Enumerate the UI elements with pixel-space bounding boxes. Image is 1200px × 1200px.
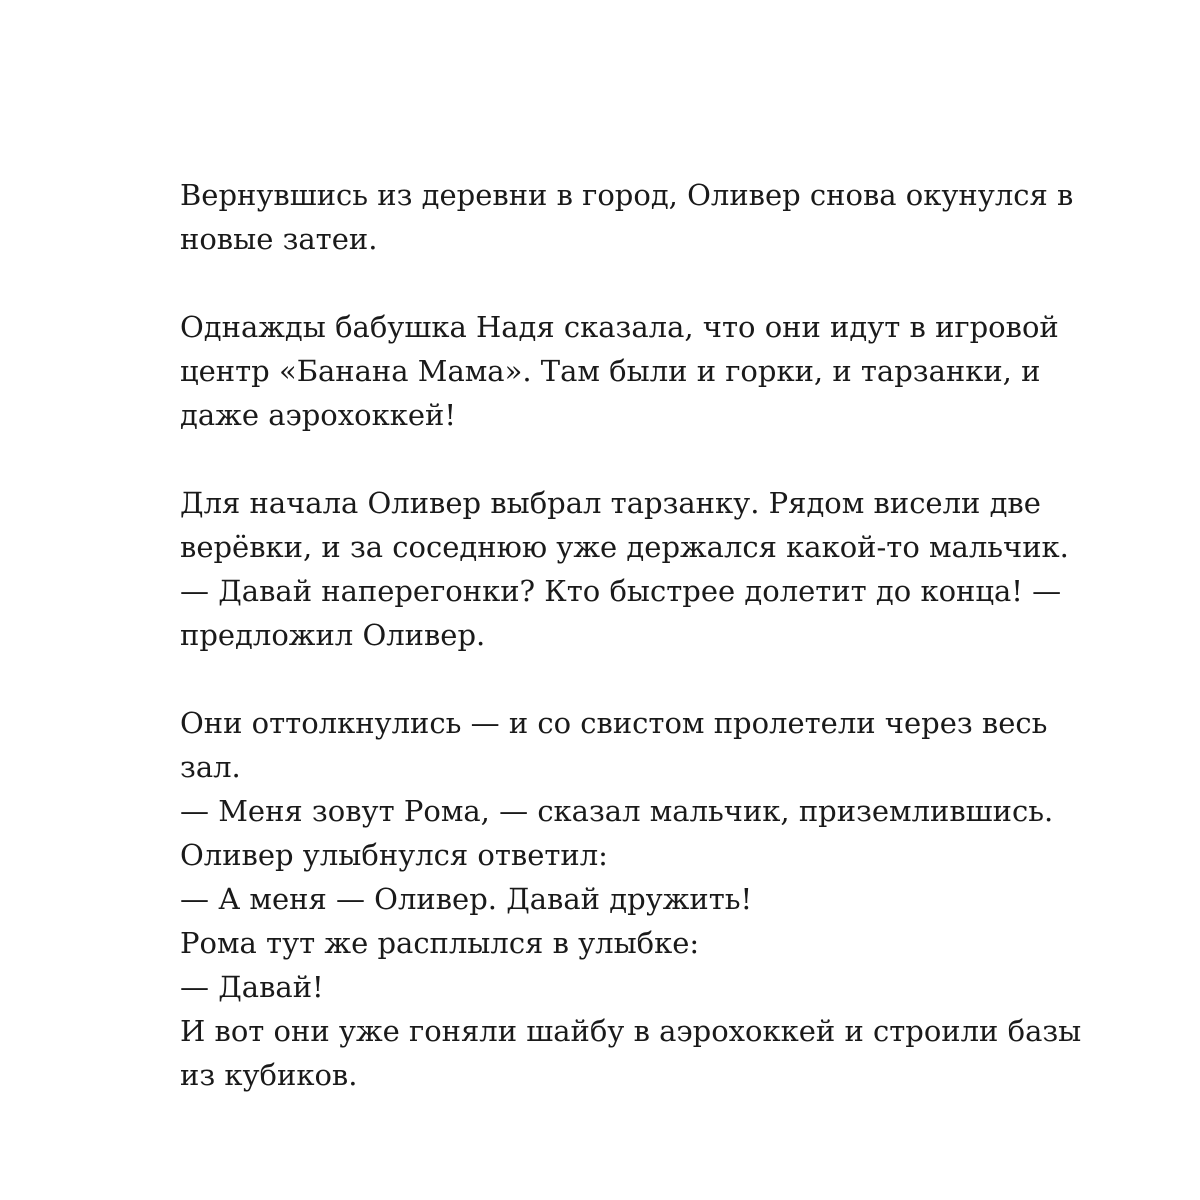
text-line: — Давай! bbox=[180, 970, 324, 1004]
text-line: из кубиков. bbox=[180, 1058, 358, 1092]
text-line: новые затеи. bbox=[180, 222, 378, 256]
story-page bbox=[180, 173, 1080, 1097]
text-line: Для начала Оливер выбрал тарзанку. Рядом висели две bbox=[180, 486, 1041, 520]
text-line: — Меня зовут Рома, — сказал мальчик, приземлившись. bbox=[180, 794, 1054, 828]
text-line: И вот они уже гоняли шайбу в аэрохоккей и строили базы bbox=[180, 1014, 1082, 1048]
text-line: Они оттолкнулись — и со свистом пролетели через весь bbox=[180, 706, 1048, 740]
paragraph-tarzanka bbox=[180, 481, 1080, 657]
text-line: зал. bbox=[180, 750, 241, 784]
text-line: даже аэрохоккей! bbox=[180, 398, 456, 432]
text-line: центр «Банана Мама». Там были и горки, и тарзанки, и bbox=[180, 354, 1041, 388]
text-line: Вернувшись из деревни в город, Оливер снова окунулся в bbox=[180, 178, 1074, 212]
text-line: — А меня — Оливер. Давай дружить! bbox=[180, 882, 753, 916]
text-line: — Давай наперегонки? Кто быстрее долетит до конца! — bbox=[180, 574, 1062, 608]
paragraph-play-center bbox=[180, 305, 1080, 437]
paragraph-friendship bbox=[180, 701, 1080, 1097]
text-line: верёвки, и за соседнюю уже держался какой-то мальчик. bbox=[180, 530, 1069, 564]
text-line: Рома тут же расплылся в улыбке: bbox=[180, 926, 700, 960]
text-line: Оливер улыбнулся ответил: bbox=[180, 838, 608, 872]
text-line: предложил Оливер. bbox=[180, 618, 486, 652]
paragraph-return-from-village bbox=[180, 173, 1080, 261]
text-line: Однажды бабушка Надя сказала, что они идут в игровой bbox=[180, 310, 1059, 344]
